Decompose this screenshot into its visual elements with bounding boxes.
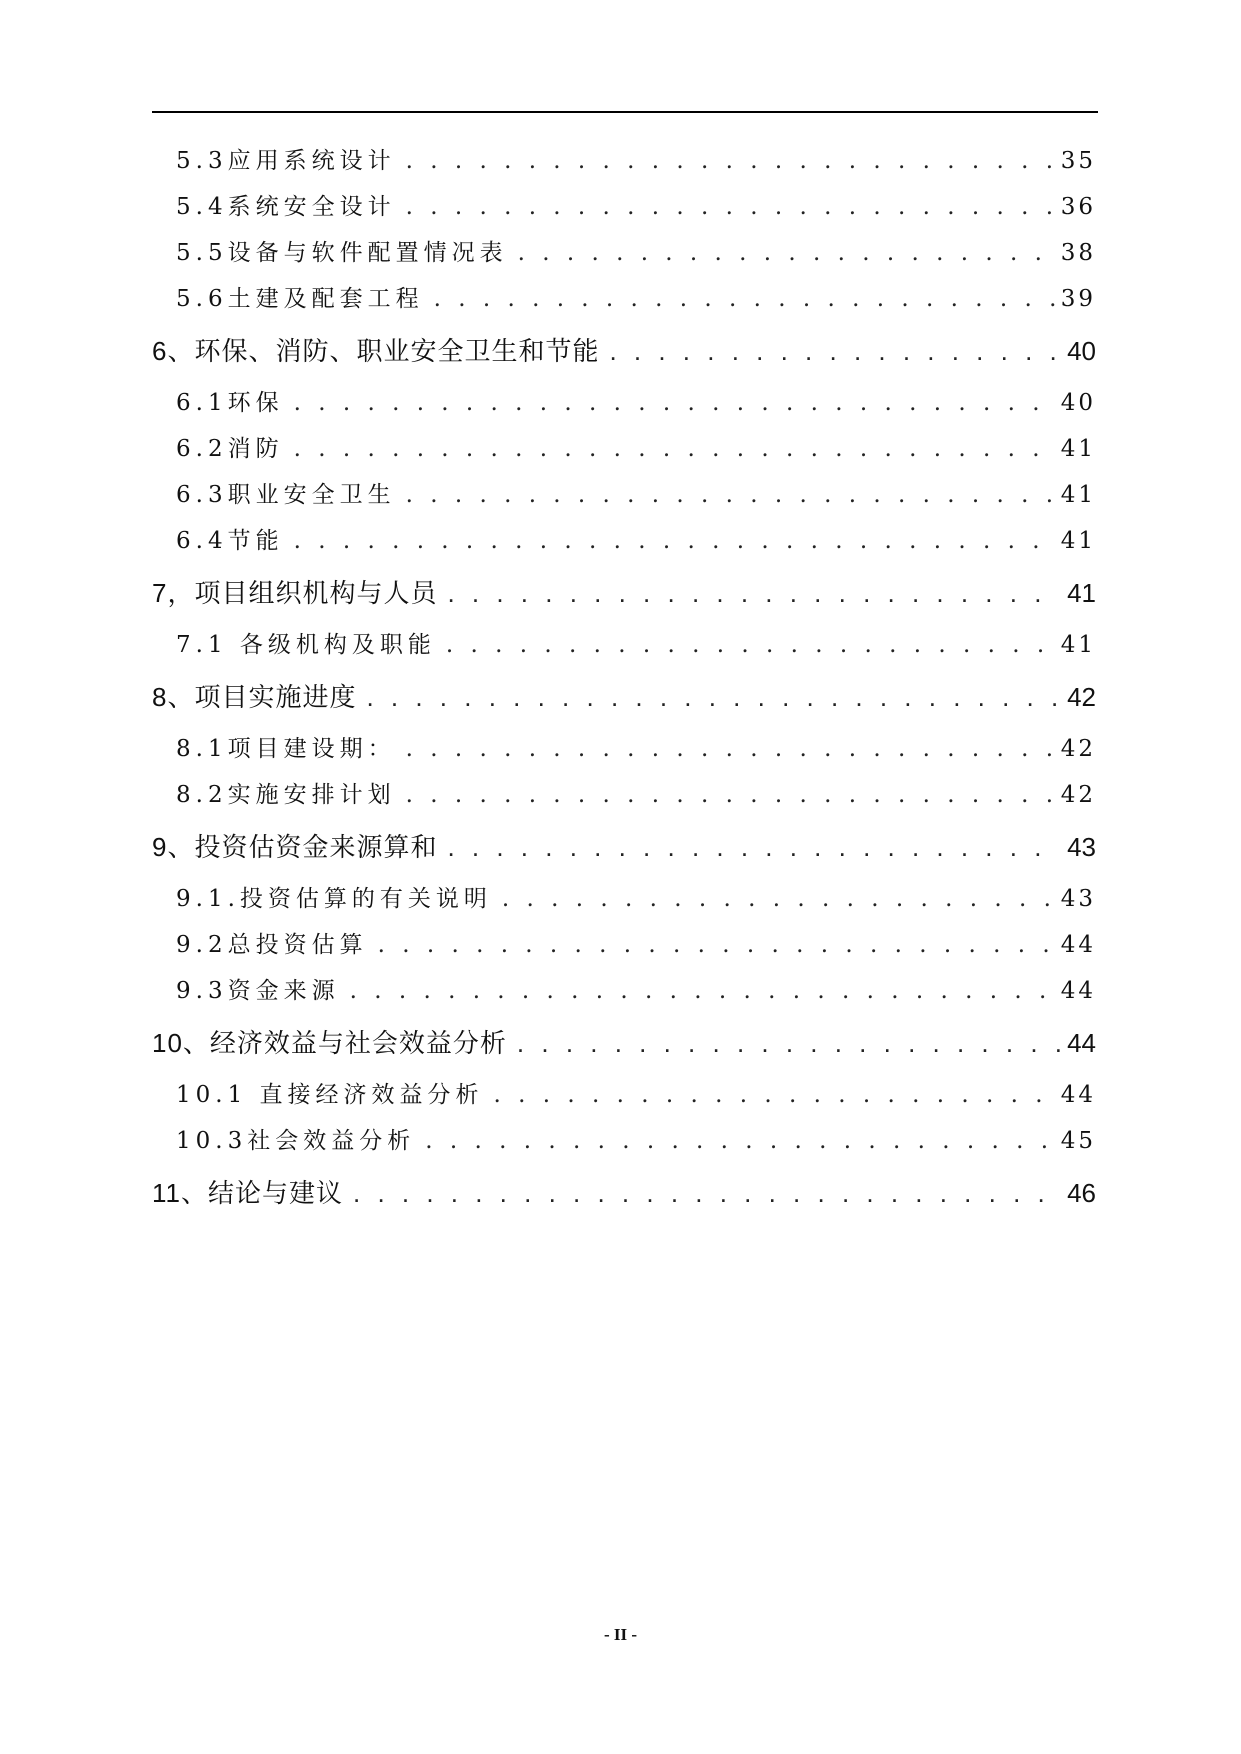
toc-section-entry[interactable]	[152, 968, 1096, 1014]
toc-dot-leader	[406, 726, 1055, 772]
toc-section-entry[interactable]	[152, 772, 1096, 818]
toc-dot-leader	[447, 818, 1061, 876]
page-number-footer: - II -	[603, 1625, 638, 1644]
toc-dot-leader	[446, 622, 1055, 668]
toc-chapter-entry[interactable]	[152, 322, 1096, 380]
toc-dot-leader	[294, 426, 1055, 472]
toc-entry-title: 10.3社会效益分析	[176, 1128, 416, 1154]
toc-section-entry[interactable]	[152, 922, 1096, 968]
toc-entry-page-number: 42	[1067, 682, 1096, 712]
toc-entry-title: 6.2消防	[176, 436, 284, 462]
toc-section-entry[interactable]	[152, 876, 1096, 922]
toc-entry-page-number: 44	[1060, 932, 1096, 958]
toc-section-entry[interactable]	[152, 1072, 1096, 1118]
toc-entry-page-number: 40	[1060, 390, 1096, 416]
toc-dot-leader	[502, 876, 1055, 922]
toc-entry-title: 6、环保、消防、职业安全卫生和节能	[152, 336, 600, 366]
toc-entry-page-number: 41	[1060, 632, 1096, 658]
toc-entry-page-number: 46	[1067, 1178, 1096, 1208]
toc-chapter-entry[interactable]	[152, 564, 1096, 622]
toc-entry-page-number: 43	[1067, 832, 1096, 862]
toc-dot-leader	[366, 668, 1061, 726]
toc-dot-leader	[406, 772, 1055, 818]
toc-chapter-entry[interactable]	[152, 1164, 1096, 1222]
toc-entry-title: 6.4节能	[176, 528, 284, 554]
toc-dot-leader	[406, 138, 1055, 184]
toc-entry-title: 10、经济效益与社会效益分析	[152, 1028, 507, 1058]
toc-dot-leader	[406, 472, 1055, 518]
toc-entry-page-number: 45	[1060, 1128, 1096, 1154]
toc-entry-title: 5.6土建及配套工程	[176, 286, 424, 312]
toc-dot-leader	[434, 276, 1055, 322]
toc-entry-page-number: 42	[1060, 782, 1096, 808]
toc-dot-leader	[609, 322, 1061, 380]
toc-entry-title: 5.5设备与软件配置情况表	[176, 240, 508, 266]
toc-dot-leader	[447, 564, 1061, 622]
toc-section-entry[interactable]	[152, 622, 1096, 668]
toc-dot-leader	[378, 922, 1055, 968]
toc-entry-title: 9.3资金来源	[176, 978, 340, 1004]
toc-entry-page-number: 40	[1067, 336, 1096, 366]
toc-entry-page-number: 44	[1060, 1082, 1096, 1108]
toc-entry-title: 9、投资估资金来源算和	[152, 832, 438, 862]
toc-entry-page-number: 42	[1060, 736, 1096, 762]
toc-dot-leader	[494, 1072, 1055, 1118]
toc-entry-title: 8、项目实施进度	[152, 682, 357, 712]
toc-dot-leader	[350, 968, 1055, 1014]
toc-dot-leader	[353, 1164, 1061, 1222]
toc-chapter-entry[interactable]	[152, 1014, 1096, 1072]
toc-section-entry[interactable]	[152, 276, 1096, 322]
toc-dot-leader	[425, 1118, 1055, 1164]
toc-section-entry[interactable]	[152, 184, 1096, 230]
toc-entry-page-number: 41	[1060, 482, 1096, 508]
toc-entry-title: 5.3应用系统设计	[176, 148, 396, 174]
toc-dot-leader	[517, 1014, 1061, 1072]
toc-entry-title: 11、结论与建议	[152, 1178, 343, 1208]
toc-entry-page-number: 44	[1060, 978, 1096, 1004]
toc-section-entry[interactable]	[152, 472, 1096, 518]
toc-dot-leader	[406, 184, 1055, 230]
toc-entry-title: 10.1 直接经济效益分析	[176, 1082, 484, 1108]
toc-dot-leader	[294, 518, 1055, 564]
toc-entry-title: 9.1.投资估算的有关说明	[176, 886, 492, 912]
toc-entry-title: 7.1 各级机构及职能	[176, 632, 436, 658]
toc-entry-page-number: 41	[1060, 528, 1096, 554]
toc-entry-page-number: 41	[1060, 436, 1096, 462]
toc-section-entry[interactable]	[152, 230, 1096, 276]
toc-entry-title: 6.1环保	[176, 390, 284, 416]
toc-section-entry[interactable]	[152, 726, 1096, 772]
toc-section-entry[interactable]	[152, 1118, 1096, 1164]
toc-section-entry[interactable]	[152, 426, 1096, 472]
toc-entry-title: 8.1项目建设期：	[176, 736, 396, 762]
toc-entry-page-number: 36	[1060, 194, 1096, 220]
toc-entry-page-number: 43	[1060, 886, 1096, 912]
toc-dot-leader	[518, 230, 1055, 276]
toc-section-entry[interactable]	[152, 518, 1096, 564]
toc-entry-title: 9.2总投资估算	[176, 932, 368, 958]
toc-entry-title: 6.3职业安全卫生	[176, 482, 396, 508]
table-of-contents	[152, 138, 1096, 1222]
toc-entry-page-number: 39	[1060, 286, 1096, 312]
toc-entry-page-number: 38	[1060, 240, 1096, 266]
toc-chapter-entry[interactable]	[152, 668, 1096, 726]
toc-section-entry[interactable]	[152, 380, 1096, 426]
header-rule	[152, 111, 1098, 113]
toc-entry-page-number: 44	[1067, 1028, 1096, 1058]
toc-entry-title: 8.2实施安排计划	[176, 782, 396, 808]
toc-entry-title: 7，项目组织机构与人员	[152, 578, 438, 608]
toc-section-entry[interactable]	[152, 138, 1096, 184]
toc-chapter-entry[interactable]	[152, 818, 1096, 876]
toc-entry-title: 5.4系统安全设计	[176, 194, 396, 220]
toc-entry-page-number: 35	[1060, 148, 1096, 174]
toc-dot-leader	[294, 380, 1055, 426]
toc-entry-page-number: 41	[1067, 578, 1096, 608]
